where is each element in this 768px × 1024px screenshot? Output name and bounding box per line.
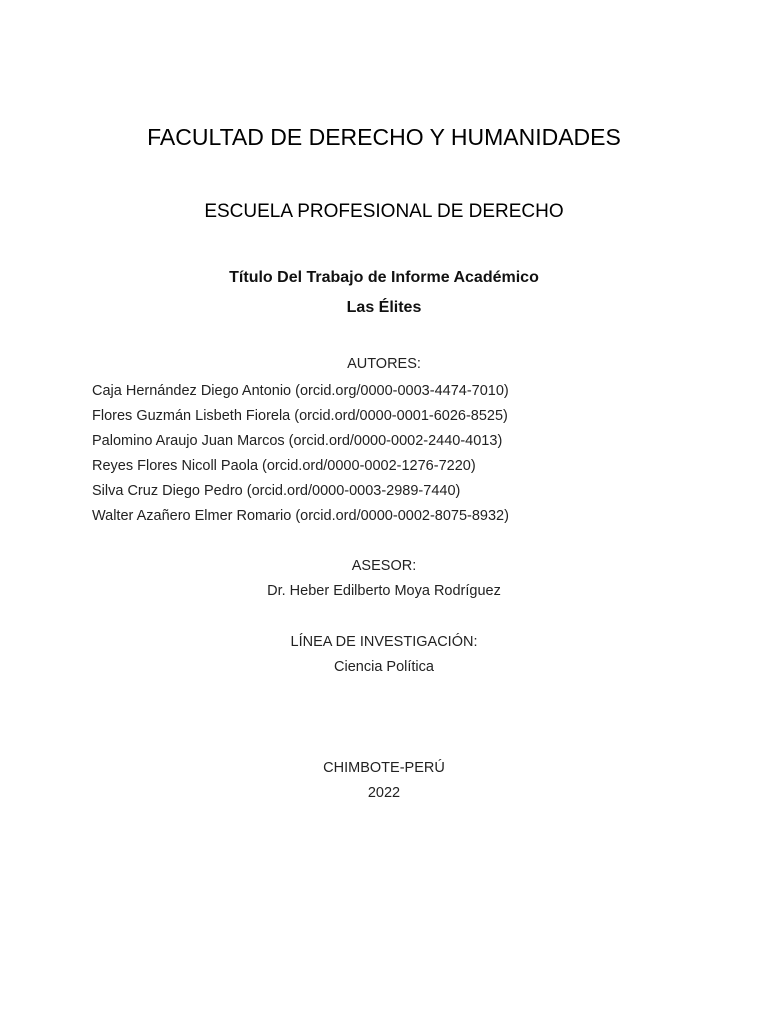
document-title-line-1: Título Del Trabajo de Informe Académico <box>229 269 539 286</box>
author-item: Flores Guzmán Lisbeth Fiorela (orcid.ord/0000-0001-6026-8525) <box>92 408 508 424</box>
advisor-name: Dr. Heber Edilberto Moya Rodríguez <box>267 583 501 599</box>
year-label: 2022 <box>367 785 401 801</box>
author-item: Silva Cruz Diego Pedro (orcid.ord/0000-0003-2989-7440) <box>92 483 461 499</box>
city-label: CHIMBOTE-PERÚ <box>323 760 445 776</box>
research-line: Ciencia Política <box>334 659 434 675</box>
document-title-line-2: Las Élites <box>346 299 422 316</box>
authors-list <box>92 379 509 529</box>
author-item: Caja Hernández Diego Antonio (orcid.org/0000-0003-4474-7010) <box>92 383 509 399</box>
faculty-heading: FACULTAD DE DERECHO Y HUMANIDADES <box>147 124 621 150</box>
author-item: Walter Azañero Elmer Romario (orcid.ord/0000-0002-8075-8932) <box>92 508 509 524</box>
research-line-label: LÍNEA DE INVESTIGACIÓN: <box>290 634 478 650</box>
advisor-label: ASESOR: <box>351 558 417 574</box>
author-item: Palomino Araujo Juan Marcos (orcid.ord/0000-0002-2440-4013) <box>92 433 503 449</box>
authors-label: AUTORES: <box>347 356 421 372</box>
author-item: Reyes Flores Nicoll Paola (orcid.ord/0000-0002-1276-7220) <box>92 458 476 474</box>
school-heading: ESCUELA PROFESIONAL DE DERECHO <box>204 201 564 222</box>
